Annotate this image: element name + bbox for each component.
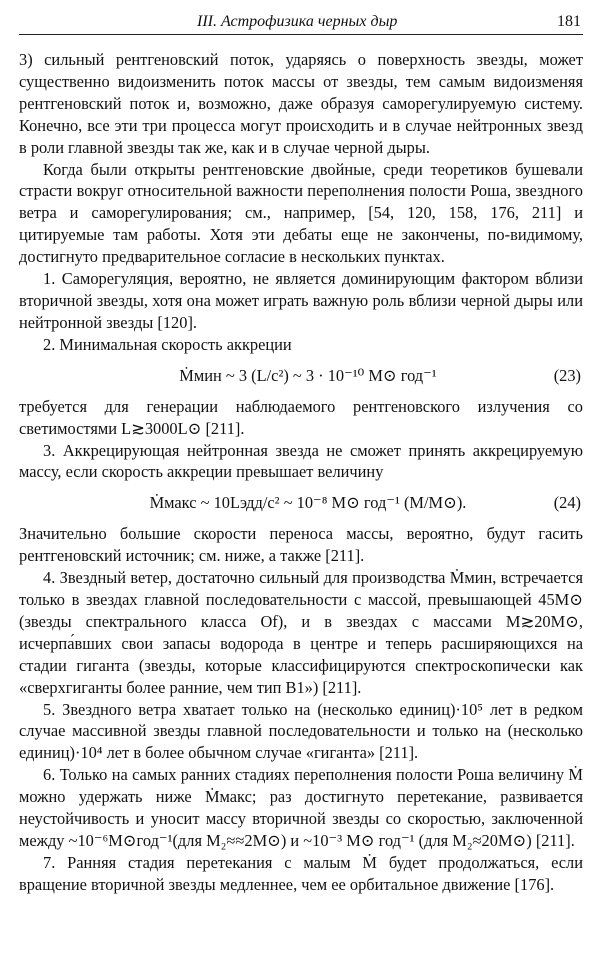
paragraph-point-6: 6. Только на самых ранних стадиях переполнения полости Роша величину Ṁ можно удержать ниже Ṁмакс; раз достигнуто перетекание, развивается неустойчивость и уносит массу вторичной звезды со скоростью, заключенной между ~10⁻⁶M⊙год⁻¹(для M₂≈≈2M⊙) и ~10⁻³ M⊙ год⁻¹ (для M₂≈20M⊙) [211]. xyxy=(19,765,583,850)
equation-23-number: (23) xyxy=(553,365,581,385)
paragraph-after-eq23: требуется для генерации наблюдаемого рентгеновского излучения со светимостями L≳3000L⊙ [211]. xyxy=(19,396,583,438)
paragraph-after-eq24: Значительно большие скорости переноса массы, вероятно, будут гасить рентгеновский источник; см. ниже, а также [211]. xyxy=(19,524,583,566)
equation-24-number: (24) xyxy=(553,493,581,513)
page-number: 181 xyxy=(557,13,581,30)
paragraph-point-3: 3. Аккрецирующая нейтронная звезда не сможет принять аккрецируемую массу, если скорость аккреции превышает величину xyxy=(19,440,583,482)
paragraph-point-5: 5. Звездного ветра хватает только на (несколько единиц)·10⁵ лет в редком случае массивной звезды главной последовательности и только на (несколько единиц)·10⁴ лет в более обычном случае «гиганта» [211]. xyxy=(19,699,583,763)
paragraph-1: 3) сильный рентгеновский поток, ударяясь о поверхность звезды, может существенно видоизменить поток массы от звезды, тем самым видоизменяя рентгеновский поток и, возможно, даже образуя саморегулируемую систему. Конечно, все эти три процесса могут происходить и в случае нейтронных звезд в роли главной звезды так же, как и в случае черной дыры. xyxy=(19,50,583,157)
paragraph-point-2: 2. Минимальная скорость аккреции xyxy=(43,334,292,354)
paragraph-2: Когда были открыты рентгеновские двойные, среди теоретиков бушевали страсти вокруг относительной важности переполнения полости Роша, звездного ветра и саморегулирования; см., например, [54, 120, 158, 176, 211] и цитируемые там работы. Хотя эти дебаты еще не закончены, по-видимому, достигнуто предварительное согласие в нескольких пунктах. xyxy=(19,159,583,267)
chapter-title: III. Астрофизика черных дыр xyxy=(197,13,398,30)
equation-24 xyxy=(19,483,583,523)
paragraph-point-7: 7. Ранняя стадия перетекания с малым Ṁ будет продолжаться, если вращение вторичной звезды медленнее, чем ее орбитальное движение [176]. xyxy=(19,852,583,894)
equation-24-formula: Ṁмакс ~ 10Lэдд/c² ~ 10⁻⁸ M⊙ год⁻¹ (M/M⊙). xyxy=(149,493,467,513)
equation-23 xyxy=(19,356,583,396)
equation-23-formula: Ṁмин ~ 3 (L/c²) ~ 3 · 10⁻¹⁰ M⊙ год⁻¹ xyxy=(179,365,437,385)
paragraph-point-4: 4. Звездный ветер, достаточно сильный для производства Ṁмин, встречается только в звездах главной последовательности с массой, превышающей 45M⊙ (звезды спектрального класса Of), и в звездах с массами M≳20M⊙, исчерпа́вших свои запасы водорода в центре и теперь расширяющихся на стадии гиганта (звезды, которые классифицируются спектроскопически как «сверхгиганты более ранние, чем тип B1») [211]. xyxy=(19,568,583,697)
running-header xyxy=(19,10,583,35)
paragraph-point-1: 1. Саморегуляция, вероятно, не является доминирующим фактором вблизи вторичной звезды, хотя она может играть важную роль вблизи черной дыры или нейтронной звезды [120]. xyxy=(19,269,583,332)
